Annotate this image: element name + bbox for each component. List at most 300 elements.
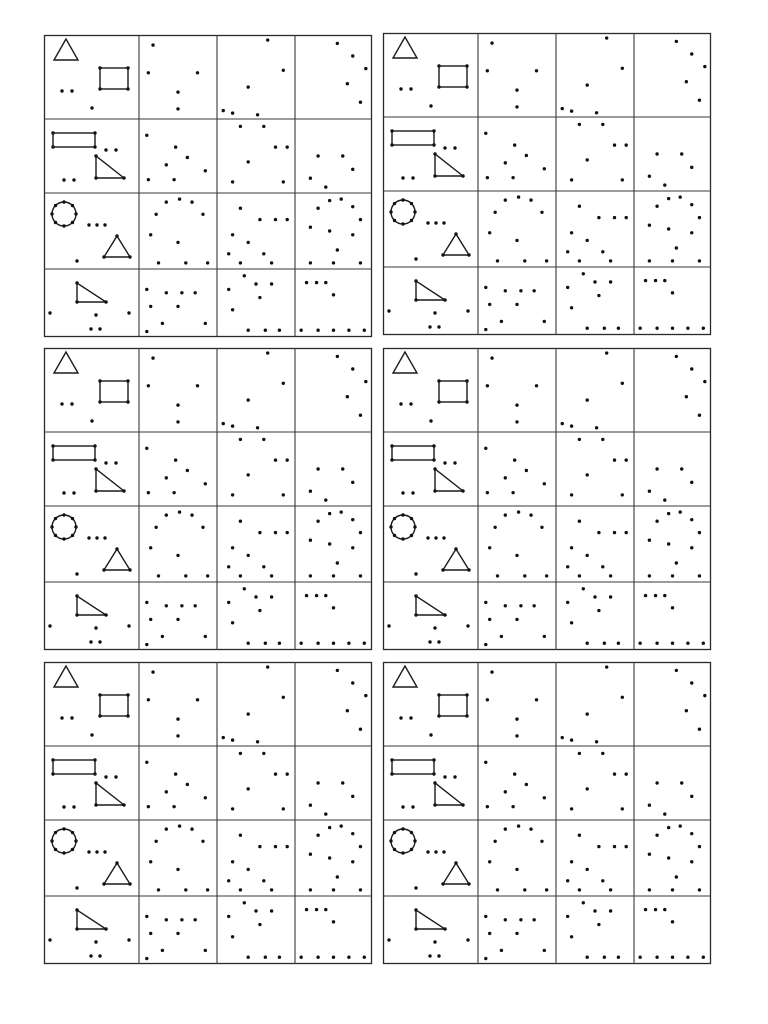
dot	[145, 643, 148, 646]
dot	[178, 197, 181, 200]
dot	[239, 752, 242, 755]
dot	[346, 395, 349, 398]
dot	[351, 832, 354, 835]
vertex-dot	[437, 64, 440, 67]
stray-dot	[75, 572, 78, 575]
dot	[196, 71, 199, 74]
model-rectangle	[392, 446, 434, 460]
dot	[586, 787, 589, 790]
stray-dot	[453, 461, 456, 464]
stray-dot	[127, 938, 130, 941]
dot	[570, 807, 573, 810]
vertex-dot	[102, 255, 105, 258]
dot	[570, 306, 573, 309]
stray-dot	[70, 716, 73, 719]
dot	[227, 252, 230, 255]
dot	[270, 888, 273, 891]
dot	[586, 158, 589, 161]
dot	[254, 909, 257, 912]
vertex-dot	[128, 255, 131, 258]
vertex-dot	[50, 212, 53, 215]
dot	[204, 796, 207, 799]
dot	[496, 888, 499, 891]
vertex-dot	[75, 927, 78, 930]
dot	[157, 574, 160, 577]
stray-dot	[48, 938, 51, 941]
dot	[147, 71, 150, 74]
dot	[690, 52, 693, 55]
dot	[328, 512, 331, 515]
vertex-dot	[51, 145, 54, 148]
dot	[340, 197, 343, 200]
stray-dot	[426, 221, 429, 224]
dot	[336, 561, 339, 564]
dot	[609, 574, 612, 577]
dot	[504, 161, 507, 164]
dot	[698, 574, 701, 577]
dot	[597, 845, 600, 848]
dot	[206, 574, 209, 577]
stray-dot	[466, 624, 469, 627]
dot	[256, 113, 259, 116]
dot	[247, 473, 250, 476]
dot	[231, 738, 234, 741]
model-square	[439, 66, 467, 87]
dot	[597, 531, 600, 534]
dot	[515, 303, 518, 306]
stray-dot	[127, 624, 130, 627]
vertex-dot	[51, 458, 54, 461]
dot	[243, 901, 246, 904]
dot-cell	[309, 510, 362, 577]
dot	[638, 642, 641, 645]
dot	[305, 594, 308, 597]
stray-dot	[94, 626, 97, 629]
dot-grid-panel	[382, 348, 712, 650]
vertex-dot	[98, 400, 101, 403]
dot	[663, 498, 666, 501]
dot	[663, 594, 666, 597]
dot	[165, 918, 168, 921]
stray-dot	[94, 313, 97, 316]
vertex-dot	[401, 513, 404, 516]
vertex-dot	[98, 379, 101, 382]
model-cell	[387, 279, 469, 328]
panel-border	[384, 663, 711, 964]
vertex-dot	[410, 219, 413, 222]
dot	[157, 261, 160, 264]
model-right-triangle	[96, 156, 124, 178]
stray-dot	[87, 223, 90, 226]
dot	[601, 879, 604, 882]
dot	[172, 491, 175, 494]
dot-cell	[336, 669, 368, 731]
dot	[336, 669, 339, 672]
dot	[484, 286, 487, 289]
vertex-dot	[94, 176, 97, 179]
dot	[519, 604, 522, 607]
model-rectangle	[53, 446, 95, 460]
vertex-dot	[465, 85, 468, 88]
dot	[174, 458, 177, 461]
dot	[147, 178, 150, 181]
dot	[328, 542, 331, 545]
vertex-dot	[93, 458, 96, 461]
dot	[264, 642, 267, 645]
dot	[578, 438, 581, 441]
stray-dot	[411, 491, 414, 494]
dot	[601, 250, 604, 253]
vertex-dot	[393, 517, 396, 520]
dot-cell	[227, 587, 281, 645]
stray-dot	[89, 640, 92, 643]
dot	[165, 163, 168, 166]
vertex-dot	[126, 400, 129, 403]
dot	[258, 218, 261, 221]
dot-cell	[299, 908, 366, 959]
stray-dot	[98, 640, 101, 643]
dot	[315, 594, 318, 597]
dot	[515, 105, 518, 108]
dot	[685, 80, 688, 83]
dot	[586, 83, 589, 86]
vertex-dot	[465, 400, 468, 403]
dot	[685, 709, 688, 712]
dot	[582, 272, 585, 275]
dot-cell	[648, 467, 694, 501]
model-cell	[393, 37, 469, 108]
panel-border	[45, 663, 372, 964]
dot	[247, 398, 250, 401]
dot-cell	[147, 356, 200, 423]
model-cell	[50, 513, 131, 575]
dot-cell	[227, 274, 281, 332]
dot	[671, 956, 674, 959]
dot	[149, 233, 152, 236]
dot	[698, 99, 701, 102]
dot	[316, 834, 319, 837]
vertex-dot	[432, 143, 435, 146]
model-cell	[389, 827, 470, 889]
dot-cell	[648, 510, 701, 577]
stray-dot	[401, 176, 404, 179]
dot	[570, 178, 573, 181]
dot	[316, 781, 319, 784]
dot	[500, 320, 503, 323]
dot	[515, 420, 518, 423]
vertex-dot	[102, 882, 105, 885]
dot	[519, 289, 522, 292]
vertex-dot	[401, 851, 404, 854]
dot	[270, 909, 273, 912]
stray-dot	[409, 402, 412, 405]
dot	[282, 696, 285, 699]
dot	[145, 601, 148, 604]
dot	[324, 594, 327, 597]
stray-dot	[442, 221, 445, 224]
dot	[239, 888, 242, 891]
vertex-dot	[98, 87, 101, 90]
stray-dot	[60, 89, 63, 92]
vertex-dot	[98, 693, 101, 696]
model-rectangle	[392, 760, 434, 774]
dot	[582, 901, 585, 904]
dot	[359, 414, 362, 417]
stray-dot	[443, 146, 446, 149]
vertex-dot	[414, 279, 417, 282]
dot	[655, 520, 658, 523]
model-triangle	[54, 666, 78, 687]
dot	[595, 426, 598, 429]
vertex-dot	[393, 202, 396, 205]
dot	[486, 69, 489, 72]
dot	[488, 932, 491, 935]
dot	[655, 642, 658, 645]
dot	[654, 279, 657, 282]
dot	[359, 531, 362, 534]
dot	[525, 783, 528, 786]
dot	[515, 717, 518, 720]
dot	[663, 812, 666, 815]
dot-cell	[336, 355, 368, 417]
dot	[667, 826, 670, 829]
vertex-dot	[401, 222, 404, 225]
dot	[625, 143, 628, 146]
vertex-dot	[413, 210, 416, 213]
dot	[540, 211, 543, 214]
dot	[274, 531, 277, 534]
dot-cell	[336, 42, 368, 104]
dot	[231, 935, 234, 938]
dot	[149, 546, 152, 549]
dot	[145, 915, 148, 918]
stray-dot	[94, 940, 97, 943]
dot-cell	[566, 272, 620, 330]
dot-cell	[561, 36, 624, 114]
dot	[341, 467, 344, 470]
stray-dot	[387, 309, 390, 312]
dot	[504, 918, 507, 921]
vertex-dot	[71, 221, 74, 224]
model-cell	[54, 666, 130, 737]
model-cell	[48, 281, 130, 330]
stray-dot	[72, 805, 75, 808]
stray-dot	[466, 309, 469, 312]
dot-cell	[570, 752, 628, 811]
vertex-dot	[71, 848, 74, 851]
dot	[180, 918, 183, 921]
dot	[274, 458, 277, 461]
dot-cell	[231, 125, 289, 184]
dot	[488, 546, 491, 549]
dot	[613, 845, 616, 848]
dot-cell	[145, 761, 207, 809]
vertex-dot	[71, 831, 74, 834]
dot	[176, 932, 179, 935]
dot	[316, 520, 319, 523]
vertex-dot	[454, 861, 457, 864]
vertex-dot	[93, 145, 96, 148]
dot	[586, 398, 589, 401]
dot-cell	[149, 510, 209, 577]
vertex-dot	[75, 300, 78, 303]
vertex-dot	[102, 568, 105, 571]
stray-dot	[90, 733, 93, 736]
dot	[193, 604, 196, 607]
dot	[605, 665, 608, 668]
dot	[282, 493, 285, 496]
dot	[644, 594, 647, 597]
dot	[679, 824, 682, 827]
dot	[648, 804, 651, 807]
dot	[603, 642, 606, 645]
dot	[239, 438, 242, 441]
dot	[625, 216, 628, 219]
dot	[309, 853, 312, 856]
dot	[231, 621, 234, 624]
vertex-dot	[62, 200, 65, 203]
dot	[363, 329, 366, 332]
vertex-dot	[94, 803, 97, 806]
dot	[145, 761, 148, 764]
stray-dot	[399, 402, 402, 405]
dot	[351, 546, 354, 549]
dot	[286, 145, 289, 148]
dot	[149, 932, 152, 935]
model-cell	[54, 352, 130, 423]
dot	[690, 518, 693, 521]
vertex-dot	[50, 839, 53, 842]
vertex-dot	[50, 525, 53, 528]
dot	[496, 574, 499, 577]
dot	[262, 752, 265, 755]
dot	[621, 382, 624, 385]
vertex-dot	[461, 174, 464, 177]
dot	[486, 384, 489, 387]
model-right-triangle	[416, 281, 445, 300]
dot	[351, 795, 354, 798]
stray-dot	[437, 640, 440, 643]
model-triangle	[393, 37, 417, 58]
dot-cell	[561, 665, 624, 743]
dot	[363, 956, 366, 959]
vertex-dot	[393, 848, 396, 851]
dot	[545, 888, 548, 891]
dot	[359, 728, 362, 731]
dot	[570, 621, 573, 624]
vertex-dot	[54, 831, 57, 834]
dot	[180, 291, 183, 294]
model-triangle	[393, 352, 417, 373]
dot	[145, 330, 148, 333]
dot	[535, 698, 538, 701]
dot	[351, 860, 354, 863]
dot	[486, 805, 489, 808]
vertex-dot	[414, 908, 417, 911]
dot-cell	[227, 520, 289, 578]
dot	[227, 288, 230, 291]
dot	[535, 69, 538, 72]
vertex-dot	[413, 525, 416, 528]
dot	[532, 918, 535, 921]
dot	[513, 458, 516, 461]
model-square	[100, 381, 128, 402]
dot	[161, 322, 164, 325]
vertex-dot	[62, 851, 65, 854]
vertex-dot	[437, 714, 440, 717]
dot-cell	[227, 901, 281, 959]
vertex-dot	[410, 517, 413, 520]
dot	[543, 949, 546, 952]
model-cell	[387, 908, 469, 957]
stray-dot	[90, 419, 93, 422]
vertex-dot	[75, 613, 78, 616]
model-cell	[51, 758, 125, 808]
dot	[605, 36, 608, 39]
stray-dot	[426, 850, 429, 853]
stray-dot	[453, 775, 456, 778]
stray-dot	[429, 419, 432, 422]
dot	[570, 546, 573, 549]
dot	[488, 860, 491, 863]
dot	[484, 761, 487, 764]
dot	[165, 291, 168, 294]
dot	[231, 180, 234, 183]
dot	[490, 356, 493, 359]
stray-dot	[62, 805, 65, 808]
dot	[603, 956, 606, 959]
dot	[154, 213, 157, 216]
vertex-dot	[443, 613, 446, 616]
vertex-dot	[414, 613, 417, 616]
dot	[690, 832, 693, 835]
dot	[601, 123, 604, 126]
dot	[332, 329, 335, 332]
dot	[332, 642, 335, 645]
stray-dot	[95, 536, 98, 539]
dot-cell	[648, 152, 694, 186]
vertex-dot	[122, 176, 125, 179]
dot	[351, 233, 354, 236]
vertex-dot	[401, 198, 404, 201]
dot	[316, 467, 319, 470]
dot	[328, 826, 331, 829]
dot	[227, 879, 230, 882]
dot	[601, 752, 604, 755]
dot	[247, 868, 250, 871]
stray-dot	[75, 259, 78, 262]
dot	[621, 493, 624, 496]
dot	[511, 176, 514, 179]
dot	[621, 696, 624, 699]
dot	[654, 908, 657, 911]
dot	[176, 241, 179, 244]
dot	[145, 447, 148, 450]
dot-cell	[638, 279, 705, 330]
dot	[359, 888, 362, 891]
dot	[145, 957, 148, 960]
dot	[286, 772, 289, 775]
dot	[488, 618, 491, 621]
vertex-dot	[454, 232, 457, 235]
dot	[500, 949, 503, 952]
dot	[675, 669, 678, 672]
dot	[496, 259, 499, 262]
model-square	[100, 695, 128, 716]
model-cell	[50, 200, 131, 262]
vertex-dot	[389, 210, 392, 213]
vertex-dot	[51, 444, 54, 447]
